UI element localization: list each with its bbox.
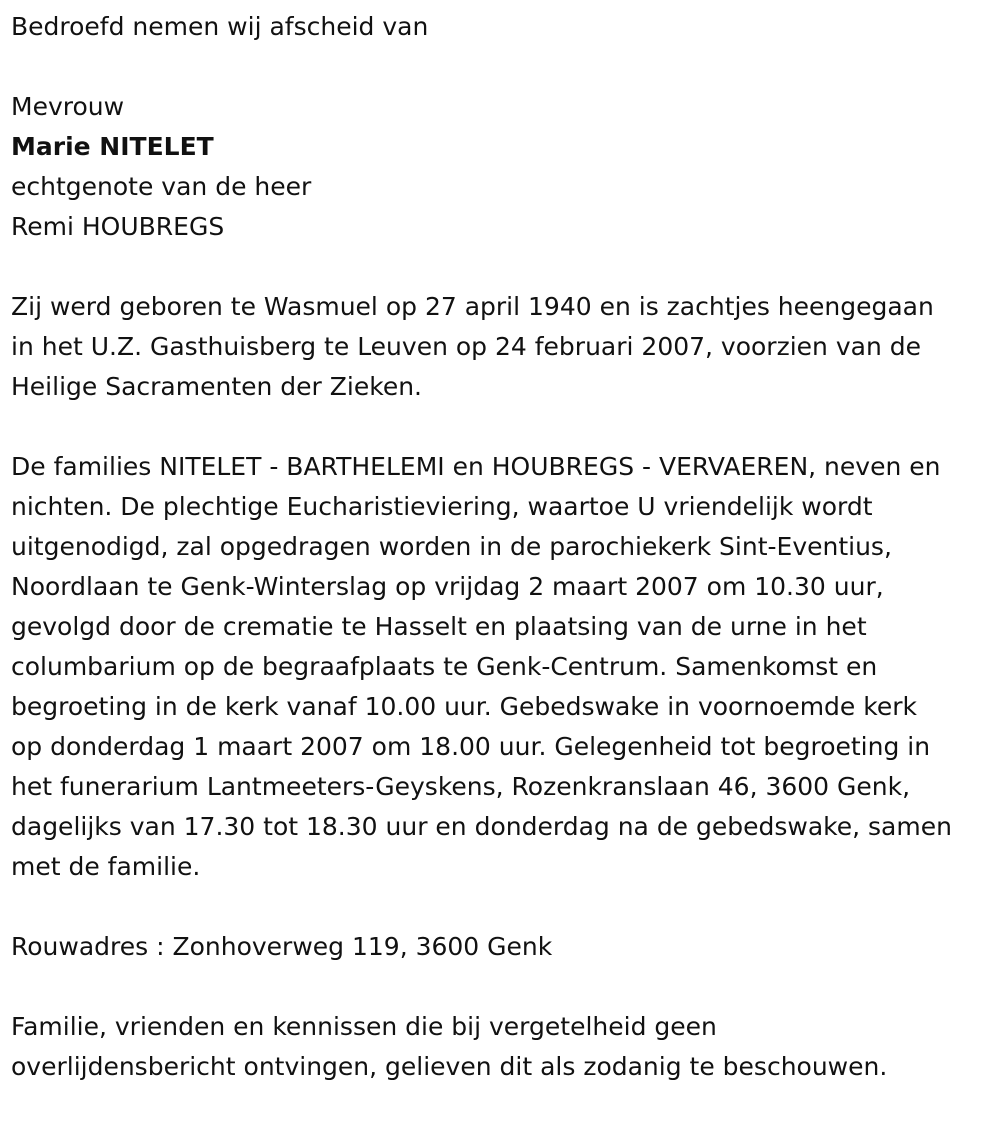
paragraph-line: begroeting in de kerk vanaf 10.00 uur. Gebedswake in voornoemde kerk — [11, 692, 917, 721]
spacer — [11, 967, 990, 1007]
spouse-name: Remi HOUBREGS — [11, 212, 225, 241]
intro-text: Bedroefd nemen wij afscheid van — [11, 12, 429, 41]
spacer — [11, 407, 990, 447]
paragraph-line: op donderdag 1 maart 2007 om 18.00 uur. Gelegenheid tot begroeting in — [11, 732, 931, 761]
salutation: Mevrouw — [11, 92, 125, 121]
paragraph-line: Noordlaan te Genk-Winterslag op vrijdag 2 maart 2007 om 10.30 uur, — [11, 572, 884, 601]
paragraph-line: gevolgd door de crematie te Hasselt en plaatsing van de urne in het — [11, 612, 867, 641]
paragraph-line: Familie, vrienden en kennissen die bij vergetelheid geen — [11, 1012, 717, 1041]
paragraph-line: overlijdensbericht ontvingen, gelieven dit als zodanig te beschouwen. — [11, 1052, 888, 1081]
paragraph-line: nichten. De plechtige Eucharistieviering, waartoe U vriendelijk wordt — [11, 492, 873, 521]
paragraph-line: Heilige Sacramenten der Zieken. — [11, 372, 422, 401]
families-paragraph — [11, 447, 990, 887]
paragraph-line: dagelijks van 17.30 tot 18.30 uur en donderdag na de gebedswake, samen — [11, 812, 952, 841]
birth-paragraph — [11, 287, 990, 407]
paragraph-line: columbarium op de begraafplaats te Genk-Centrum. Samenkomst en — [11, 652, 878, 681]
relation-text: echtgenote van de heer — [11, 172, 312, 201]
paragraph-line: in het U.Z. Gasthuisberg te Leuven op 24 februari 2007, voorzien van de — [11, 332, 921, 361]
spacer — [11, 47, 990, 87]
mourning-address: Rouwadres : Zonhoverweg 119, 3600 Genk — [11, 932, 553, 961]
spacer — [11, 887, 990, 927]
paragraph-line: uitgenodigd, zal opgedragen worden in de parochiekerk Sint-Eventius, — [11, 532, 892, 561]
paragraph-line: Zij werd geboren te Wasmuel op 27 april 1940 en is zachtjes heengegaan — [11, 292, 934, 321]
closing-paragraph — [11, 1007, 990, 1087]
paragraph-line: De families NITELET - BARTHELEMI en HOUBREGS - VERVAEREN, neven en — [11, 452, 941, 481]
spacer — [11, 247, 990, 287]
paragraph-line: het funerarium Lantmeeters-Geyskens, Rozenkranslaan 46, 3600 Genk, — [11, 772, 911, 801]
deceased-name: Marie NITELET — [11, 132, 214, 161]
paragraph-line: met de familie. — [11, 852, 201, 881]
